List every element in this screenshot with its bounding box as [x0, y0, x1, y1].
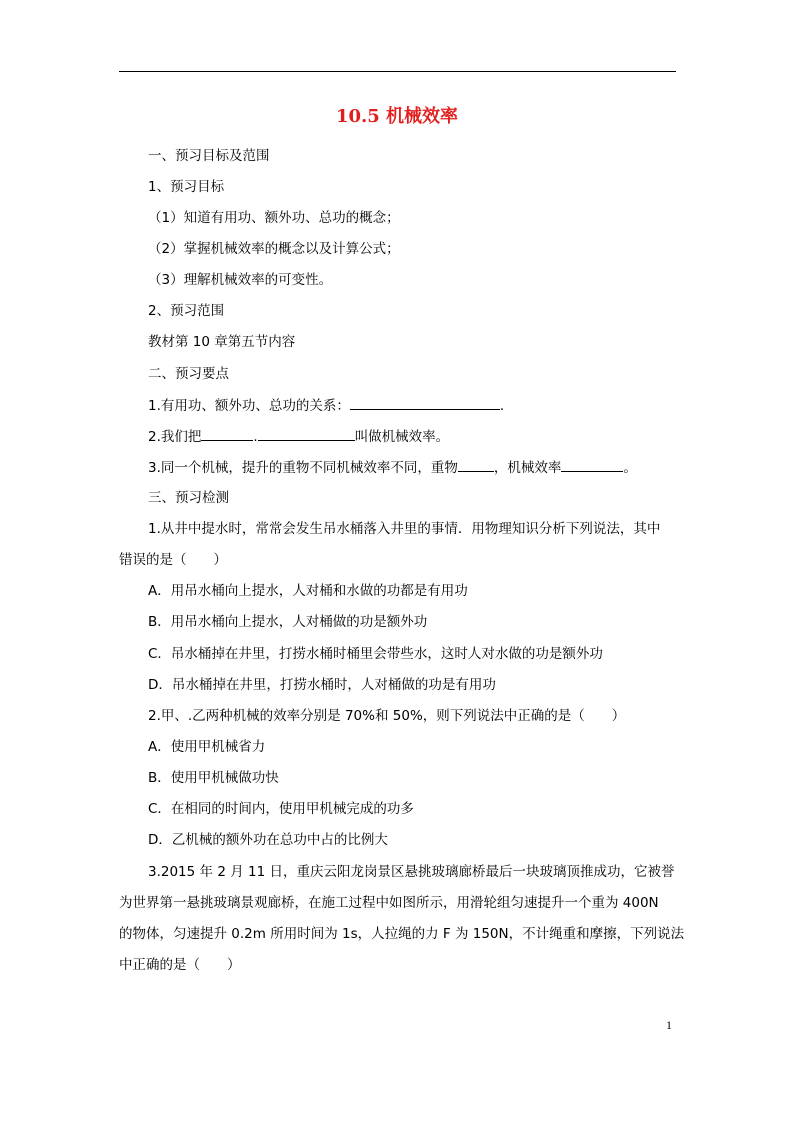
point-3 [148, 457, 637, 478]
section2-heading: 二、预习要点 [148, 366, 229, 382]
point-1 [148, 395, 504, 416]
q1-stem-cont: 错误的是（ ） [119, 552, 227, 568]
section3-heading: 三、预习检测 [148, 490, 229, 506]
point-3-text: 3.同一个机械，提升的重物不同机械效率不同，重物 [148, 460, 458, 476]
point-2-text: 2.我们把 [148, 429, 202, 445]
point-2 [148, 426, 449, 447]
answer-blank[interactable] [350, 395, 500, 410]
page-number: 1 [666, 1018, 672, 1032]
q2-option: D．乙机械的额外功在总功中占的比例大 [148, 832, 388, 848]
point-1-end: . [499, 398, 505, 414]
point-2-end: 叫做机械效率。 [354, 429, 450, 445]
goal-item: （3）理解机械效率的可变性。 [148, 272, 333, 288]
q2-option: C．在相同的时间内，使用甲机械完成的功多 [148, 801, 414, 817]
q1-option: D．吊水桶掉在井里，打捞水桶时，人对桶做的功是有用功 [148, 677, 496, 693]
q1-option: A．用吊水桶向上提水，人对桶和水做的功都是有用功 [148, 583, 468, 599]
q3-stem-cont: 中正确的是（ ） [119, 957, 241, 973]
point-1-text: 1.有用功、额外功、总功的关系： [148, 398, 350, 414]
q3-stem: 3.2015 年 2 月 11 日，重庆云阳龙岗景区悬挑玻璃廊桥最后一块玻璃顶推成功，它被誉 [148, 864, 675, 880]
q3-stem-cont: 为世界第一悬挑玻璃景观廊桥，在施工过程中如图所示，用滑轮组匀速提升一个重为 400N [119, 895, 659, 911]
answer-blank[interactable] [458, 457, 494, 472]
header-rule [119, 71, 676, 72]
section1-sub2: 2、预习范围 [148, 303, 225, 319]
q2-stem: 2.甲、.乙两种机械的效率分别是 70%和 50%，则下列说法中正确的是（ ） [148, 708, 626, 724]
section1-heading: 一、预习目标及范围 [148, 148, 270, 164]
section1-sub1: 1、预习目标 [148, 179, 225, 195]
q1-option: B．用吊水桶向上提水，人对桶做的功是额外功 [148, 614, 428, 630]
q2-option: B．使用甲机械做功快 [148, 770, 279, 786]
scope-text: 教材第 10 章第五节内容 [148, 334, 296, 350]
q1-stem: 1.从井中提水时，常常会发生吊水桶落入井里的事情．用物理知识分析下列说法，其中 [148, 521, 661, 537]
q3-stem-cont: 的物体，匀速提升 0.2m 所用时间为 1s，人拉绳的力 F 为 150N，不计绳重和摩擦，下列说法 [119, 926, 685, 942]
answer-blank[interactable] [561, 457, 623, 472]
q1-option: C．吊水桶掉在井里，打捞水桶时桶里会带些水，这时人对水做的功是额外功 [148, 646, 603, 662]
point-3-mid: ，机械效率 [493, 460, 562, 476]
point-2-sep: . [253, 429, 258, 445]
answer-blank[interactable] [258, 426, 355, 441]
goal-item: （2）掌握机械效率的概念以及计算公式； [148, 241, 400, 257]
point-3-end: 。 [623, 460, 637, 476]
page-title: 10.5 机械效率 [335, 106, 459, 127]
answer-blank[interactable] [201, 426, 253, 441]
goal-item: （1）知道有用功、额外功、总功的概念； [148, 210, 400, 226]
q2-option: A．使用甲机械省力 [148, 739, 266, 755]
